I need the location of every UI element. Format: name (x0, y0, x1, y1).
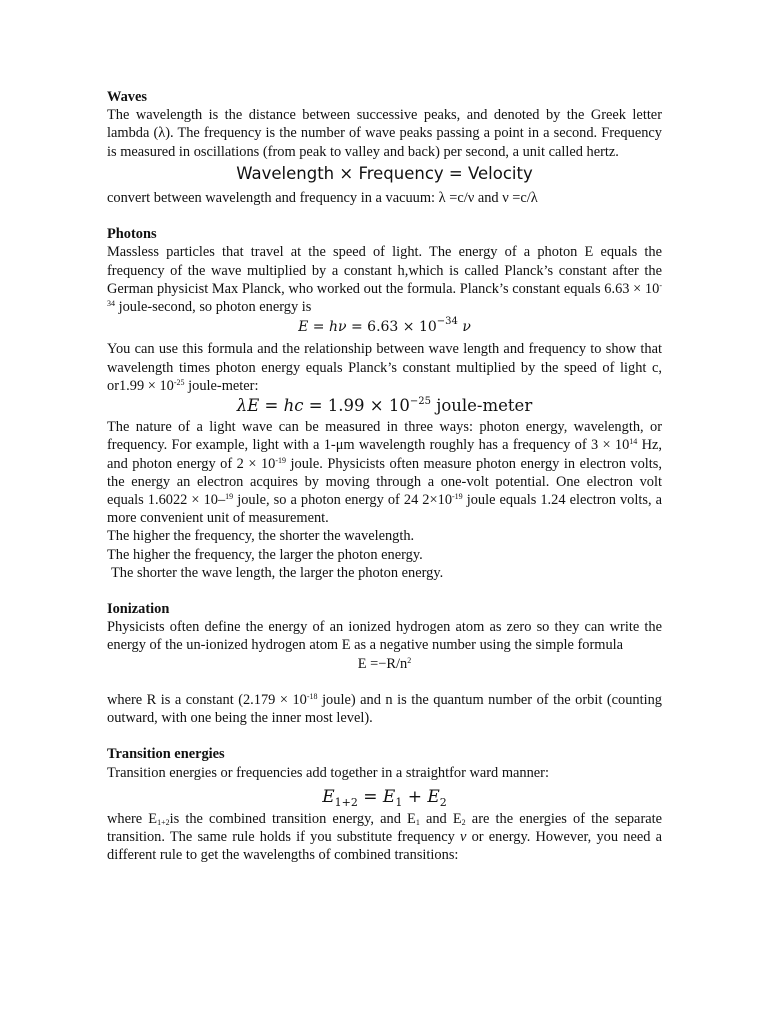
document-page (107, 88, 662, 865)
section-heading-waves: Waves (107, 89, 147, 105)
lambda-energy-equation: λE = hc = $1.99 \times 10^{-25}$ joule-meter (236, 396, 533, 416)
photons-paragraph-3: The nature of a light wave can be measured in three ways: photon energy, wavelength, or frequency. For example, light with a 1-μm wavelength roughly has a frequency of $3 \times 10^{14}$ Hz, and photon energy of $2 \times 10^{-19}$ joule. Physicists often measure photon energy in electron volts, the energy an electron acquires by moving through a one-volt potential. One electron volt equals 1.6022 × 10–$^{19}$ joule, so a photon energy of 24 $2\times 10^{-19}$ joule equals 1.24 electron volts, a more convenient unit of measurement. (107, 419, 663, 527)
ionization-paragraph-1: Physicists often define the energy of an ionized hydrogen atom as zero so they can write the energy of the un-ionized hydrogen atom E as a negative number using the simple formula (107, 619, 662, 654)
transition-paragraph-2: where $E_{1+2}is$ the combined transition energy, and $E_1$ and $E_2$ are the energies of the separate transition. The same rule holds if you substitute frequency ν or energy. However, you need a different rule to get the wavelengths of combined transitions: (107, 810, 663, 864)
ionization-formula: $E =-R/n^2$ (357, 655, 412, 672)
photons-paragraph-1: Massless particles that travel at the speed of light. The energy of a photon E equals the frequency of the wave multiplied by a constant h,which is called Planck’s constant after the German physicist Max Planck, who worked out the formula. Planck’s constant equals $6.63 \times 10^{-34}$ joule-second, so photon energy is (107, 244, 662, 316)
section-heading-transition-energies: Transition energies (107, 746, 225, 763)
velocity-equation: Wavelength × Frequency = Velocity (236, 163, 533, 183)
ionization-paragraph-2: where R is a constant ($2.179 \times 10^{-18}$ joule) and n is the quantum number of the orbit (counting outward, with one being the inner most level). (107, 691, 663, 727)
section-heading-photons: Photons (107, 226, 157, 243)
waves-convert-line: convert between wavelength and frequency in a vacuum: λ =c/ν and ν =c/λ (107, 190, 538, 207)
rule-line-3: The shorter the wave length, the larger the photon energy. (111, 564, 444, 581)
transition-paragraph-1: Transition energies or frequencies add together in a straightfor ward manner: (107, 764, 549, 781)
photon-energy-equation: $E = h\nu = 6.63 \times 10^{-34}$ ν (298, 316, 471, 336)
transition-energy-equation: $E_{1+2} = E_1 + E_2$ (322, 786, 447, 809)
photons-paragraph-2: You can use this formula and the relationship between wave length and frequency to show that wavelength times photon energy equals Planck’s constant multiplied by the speed of light c, $or1.99 \times 10^{-25}$ joule-meter: (107, 341, 662, 394)
rule-line-2: The higher the frequency, the larger the photon energy. (107, 546, 423, 563)
section-heading-ionization: Ionization (107, 601, 170, 618)
waves-paragraph: The wavelength is the distance between successive peaks, and denoted by the Greek letter lambda (λ). The frequency is the number of wave peaks passing a point in a second. Frequency is measured in oscillations (from peak to valley and back) per second, a unit called hertz. (107, 107, 662, 160)
rule-line-1: The higher the frequency, the shorter the wavelength. (107, 528, 415, 545)
